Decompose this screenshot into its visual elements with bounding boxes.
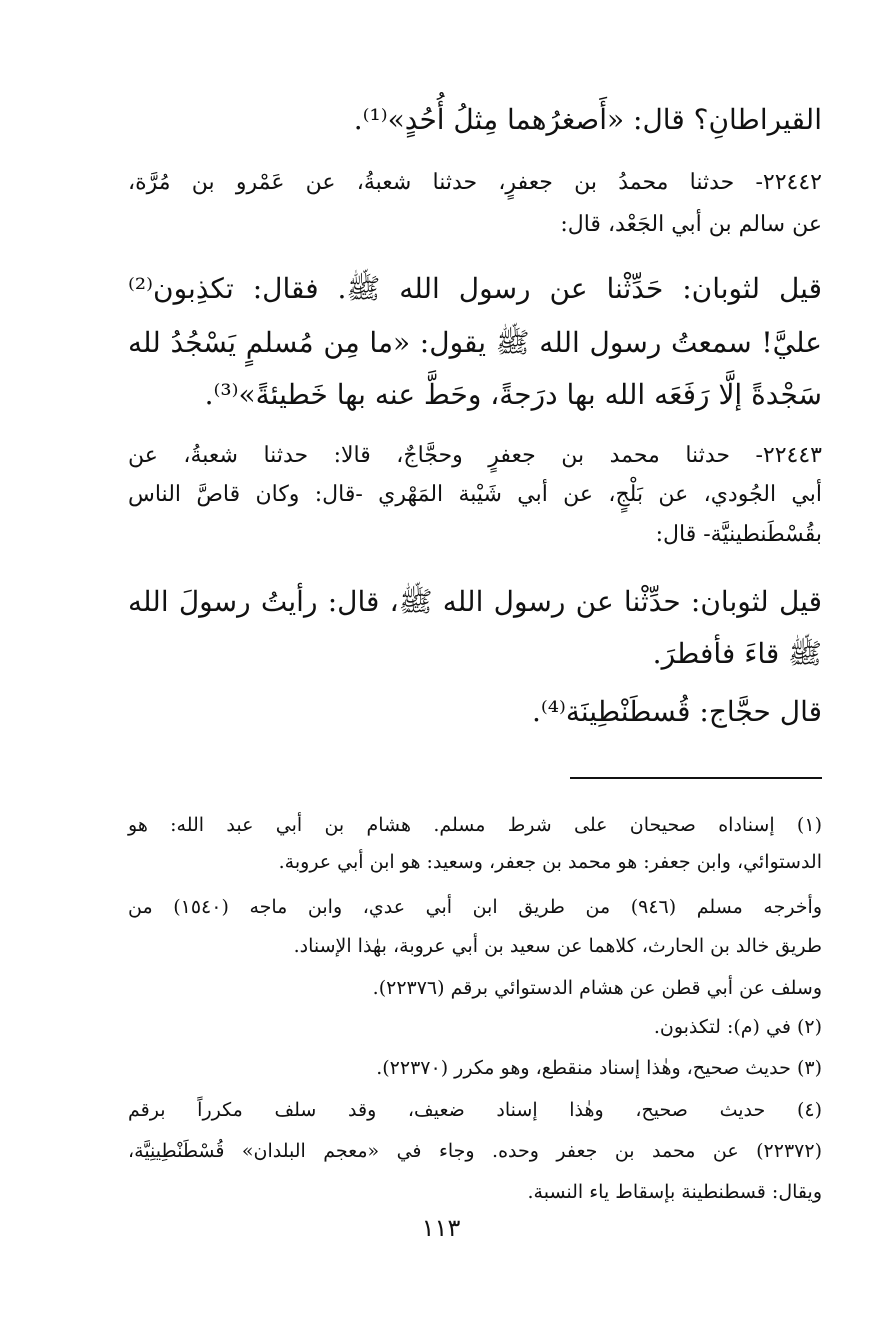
footnote-line: وأخرجه مسلم (٩٤٦) من طريق ابن أبي عدي، وابن ماجه (١٥٤٠) من: [128, 896, 823, 918]
hadith-isnad-line: ٢٢٤٤٣- حدثنا محمد بن جعفرٍ وحجَّاجٌ، قالا: حدثنا شعبةُ، عن: [128, 443, 822, 468]
hadith-isnad-line: عن سالم بن أبي الجَعْد، قال:: [560, 212, 822, 237]
main-text-line: قيل لثوبان: حَدِّثْنا عن رسول الله ﷺ. فقال: تكذِبون⁽²⁾: [128, 272, 822, 305]
footnote-line: (٢٢٣٧٢) عن محمد بن جعفر وحده. وجاء في «معجم البلدان» قُسْطَنْطِينِيَّة،: [128, 1140, 822, 1162]
footnote-line: (٣) حديث صحيح، وهٰذا إسناد منقطع، وهو مكرر (٢٢٣٧٠).: [376, 1057, 822, 1079]
footnote-separator: [570, 777, 822, 779]
footnote-line: (٤) حديث صحيح، وهٰذا إسناد ضعيف، وقد سلف مكرراً برقم: [128, 1099, 822, 1121]
footnote-line: ويقال: قسطنطينة بإسقاط ياء النسبة.: [527, 1181, 822, 1203]
footnote-line: طريق خالد بن الحارث، كلاهما عن سعيد بن أبي عروبة، بهٰذا الإسناد.: [293, 935, 822, 957]
main-text-line: القيراطانِ؟ قال: «أَصغرُهما مِثلُ أُحُدٍ»⁽¹⁾.: [353, 103, 822, 136]
main-text-line: قال حجَّاج: قُسطَنْطِينَة⁽⁴⁾.: [531, 695, 822, 728]
footnote-line: (٢) في (م): لتكذبون.: [653, 1016, 822, 1038]
main-text-line: عليَّ! سمعتُ رسول الله ﷺ يقول: «ما مِن مُسلمٍ يَسْجُدُ لله: [128, 326, 822, 359]
main-text-line: ﷺ قاءَ فأفطرَ.: [652, 637, 822, 670]
footnote-line: وسلف عن أبي قطن عن هشام الدستوائي برقم (٢٢٣٧٦).: [372, 977, 822, 999]
hadith-isnad-line: أبي الجُودي، عن بَلْجٍ، عن أبي شَيْبة المَهْري -قال: وكان قاصَّ الناس: [128, 482, 822, 507]
page-number: ١١٣: [421, 1214, 461, 1242]
main-text-line: قيل لثوبان: حدِّثْنا عن رسول الله ﷺ، قال: رأيتُ رسولَ الله: [128, 585, 822, 618]
footnote-line: الدستوائي، وابن جعفر: هو محمد بن جعفر، وسعيد: هو ابن أبي عروبة.: [278, 851, 822, 873]
main-text-line: سَجْدةً إلَّا رَفَعَه الله بها درَجةً، وحَطَّ عنه بها خَطيئةً»⁽³⁾.: [204, 378, 822, 411]
hadith-isnad-line: بقُسْطَنطينيَّة- قال:: [655, 522, 822, 547]
hadith-isnad-line: ٢٢٤٤٢- حدثنا محمدُ بن جعفرٍ، حدثنا شعبةُ، عن عَمْرو بن مُرَّة،: [128, 170, 822, 195]
footnote-line: (١) إسناداه صحيحان على شرط مسلم. هشام بن أبي عبد الله: هو: [128, 814, 822, 836]
